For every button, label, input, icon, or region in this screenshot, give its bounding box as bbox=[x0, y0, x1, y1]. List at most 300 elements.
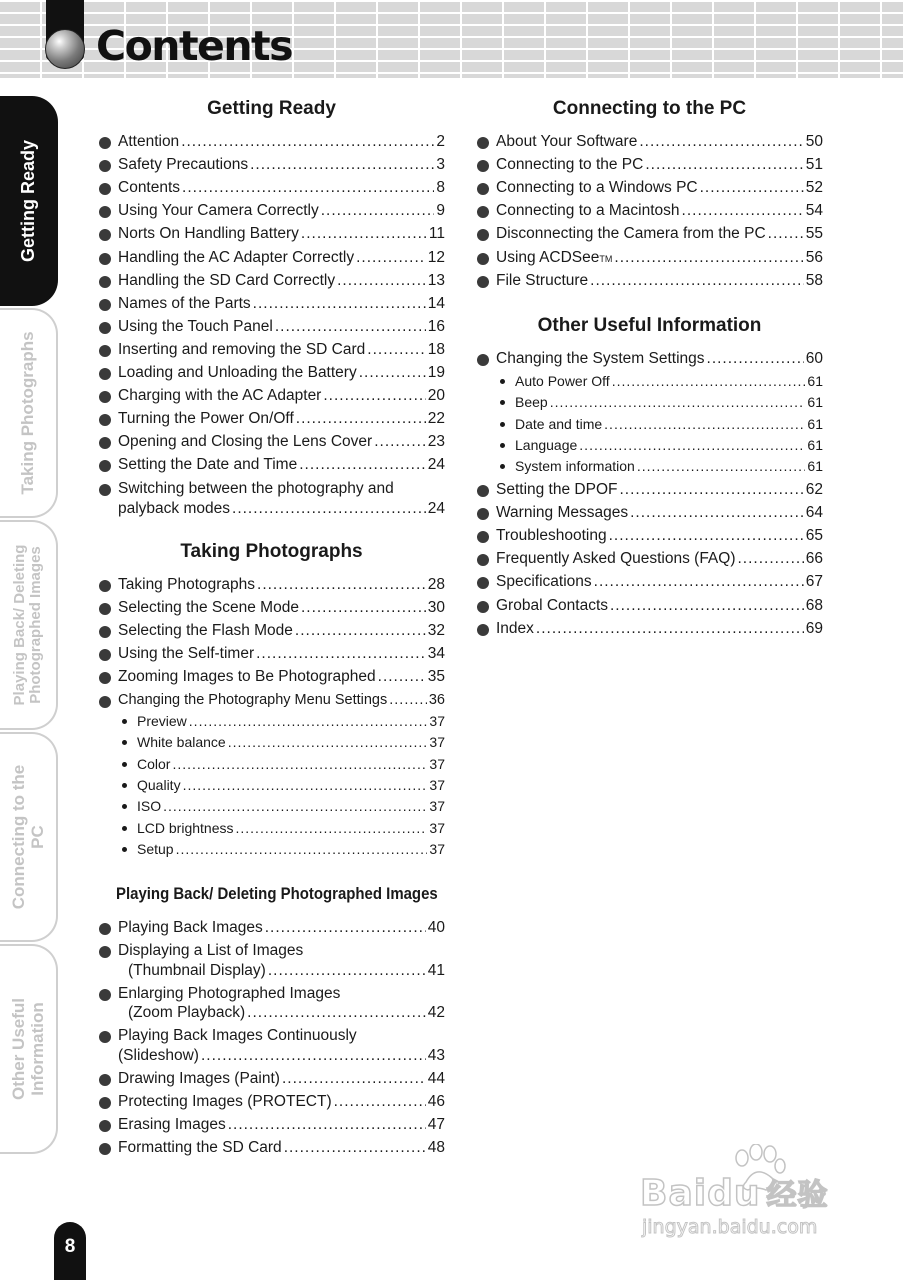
toc-entry-page: 16 bbox=[427, 317, 445, 335]
toc-entry-label: Specifications bbox=[496, 573, 592, 591]
toc-entry-label: Setup bbox=[137, 840, 174, 857]
toc-entry-label: Taking Photographs bbox=[118, 576, 256, 593]
leader-dots bbox=[253, 295, 426, 313]
toc-entry-page: 52 bbox=[805, 179, 823, 197]
leader-dots bbox=[189, 713, 428, 729]
leader-dots bbox=[228, 1116, 426, 1134]
toc-entry[interactable] bbox=[118, 942, 445, 960]
toc-entry[interactable] bbox=[118, 1139, 445, 1157]
leader-dots bbox=[301, 599, 426, 617]
toc-entry-label: Setting the DPOF bbox=[496, 481, 618, 498]
toc-entry-label: Auto Power Off bbox=[515, 373, 610, 389]
leader-dots bbox=[257, 576, 426, 594]
toc-entry-page: 58 bbox=[805, 271, 823, 289]
toc-entry-continuation[interactable] bbox=[118, 500, 445, 518]
toc-entry-page: 8 bbox=[436, 179, 445, 197]
toc-entry-label: Loading and Unloading the Battery bbox=[118, 364, 357, 381]
toc-entry[interactable] bbox=[118, 692, 445, 708]
toc-entry-page: 22 bbox=[427, 410, 445, 428]
section-heading-taking-photographs: Taking Photographs bbox=[180, 541, 363, 562]
toc-entry[interactable] bbox=[118, 179, 445, 197]
toc-entry-page: 9 bbox=[436, 202, 445, 220]
leader-dots bbox=[738, 550, 804, 568]
leader-dots bbox=[163, 798, 427, 814]
small-bullet-icon bbox=[500, 464, 505, 469]
bullet-icon bbox=[99, 1097, 111, 1109]
toc-entry-label: Displaying a List of Images bbox=[118, 942, 304, 960]
toc-entry-label: Norts On Handling Battery bbox=[118, 225, 299, 243]
toc-entry-page: 37 bbox=[429, 734, 445, 751]
leader-dots bbox=[594, 573, 804, 591]
bullet-icon bbox=[99, 345, 111, 357]
bullet-icon bbox=[99, 253, 111, 265]
toc-entry-page: 35 bbox=[427, 668, 445, 686]
toc-entry-label: Troubleshooting bbox=[496, 527, 607, 545]
leader-dots bbox=[232, 500, 426, 518]
toc-entry[interactable] bbox=[118, 1027, 445, 1045]
leader-dots bbox=[265, 919, 426, 937]
toc-entry[interactable] bbox=[118, 133, 445, 151]
toc-entry-page: 20 bbox=[427, 387, 445, 405]
leader-dots bbox=[700, 179, 804, 197]
toc-entry[interactable] bbox=[118, 985, 445, 1003]
leader-dots bbox=[176, 841, 428, 857]
toc-entry-label: Turning the Power On/Off bbox=[118, 410, 294, 428]
toc-entry[interactable] bbox=[118, 364, 445, 382]
section-heading-other: Other Useful Information bbox=[537, 315, 762, 336]
toc-entry-label: Switching between the photography and bbox=[118, 479, 394, 497]
toc-entry-label: Preview bbox=[137, 713, 187, 729]
small-bullet-icon bbox=[122, 826, 127, 831]
bullet-icon bbox=[99, 1143, 111, 1155]
page-number-box bbox=[54, 1222, 86, 1280]
watermark-logo-text: Baidu bbox=[640, 1173, 761, 1214]
toc-entry-label: Quality bbox=[137, 776, 181, 793]
toc-entry[interactable] bbox=[118, 599, 445, 617]
bullet-icon bbox=[99, 696, 111, 708]
tab-label-line1: Other Useful bbox=[9, 997, 28, 1101]
bullet-icon bbox=[99, 368, 111, 380]
section-heading-getting-ready: Getting Ready bbox=[207, 98, 336, 119]
tab-label-line2: Photographed Images bbox=[27, 546, 44, 704]
toc-entry-label: Connecting to a Windows PC bbox=[496, 179, 698, 197]
toc-entry-page: 61 bbox=[807, 415, 823, 432]
toc-entry[interactable] bbox=[118, 202, 445, 220]
toc-entry-label: Beep bbox=[515, 394, 548, 411]
toc-entry[interactable] bbox=[118, 410, 445, 428]
leader-dots bbox=[282, 1070, 426, 1088]
toc-entry-page: 50 bbox=[805, 133, 823, 150]
toc-entry[interactable] bbox=[118, 576, 445, 594]
bullet-icon bbox=[99, 626, 111, 638]
toc-entry-label: Contents bbox=[118, 179, 181, 197]
toc-entry[interactable] bbox=[118, 1070, 445, 1088]
toc-entry-label: Inserting and removing the SD Card bbox=[118, 340, 366, 358]
toc-entry[interactable] bbox=[496, 156, 823, 174]
tab-label-line2: Information bbox=[28, 1002, 47, 1096]
leader-dots bbox=[367, 341, 425, 359]
toc-entry-page: 69 bbox=[805, 619, 823, 637]
leader-dots bbox=[228, 734, 428, 750]
small-bullet-icon bbox=[122, 847, 127, 852]
toc-entry-page: 37 bbox=[429, 713, 445, 729]
toc-entry-label: Using ACDSee bbox=[496, 248, 600, 266]
toc-entry-page: 61 bbox=[807, 436, 823, 453]
toc-entry-label: Using the Touch Panel bbox=[118, 317, 273, 335]
toc-entry-label-cont: (Thumbnail Display) bbox=[128, 961, 266, 979]
toc-entry-label: Protecting Images (PROTECT) bbox=[118, 1093, 332, 1110]
bullet-icon bbox=[477, 183, 489, 195]
toc-entry-page: 23 bbox=[427, 433, 445, 451]
small-bullet-icon bbox=[122, 740, 127, 745]
toc-entry[interactable] bbox=[118, 249, 445, 267]
leader-dots bbox=[181, 133, 434, 151]
toc-sub-entry[interactable] bbox=[137, 756, 445, 772]
toc-entry-page: 14 bbox=[427, 294, 445, 312]
bullet-icon bbox=[99, 391, 111, 403]
toc-entry-label: Connecting to a Macintosh bbox=[496, 202, 680, 220]
toc-entry-page: 67 bbox=[805, 573, 823, 591]
sphere-icon bbox=[45, 29, 85, 69]
toc-entry[interactable] bbox=[118, 1093, 445, 1111]
toc-sub-entry[interactable] bbox=[137, 820, 445, 836]
leader-dots bbox=[609, 527, 804, 545]
toc-entry-page: 61 bbox=[807, 373, 823, 389]
toc-entry[interactable] bbox=[118, 318, 445, 336]
toc-entry-page: 43 bbox=[427, 1046, 445, 1064]
tab-label-line1: Connecting to the bbox=[9, 764, 28, 910]
toc-entry[interactable] bbox=[496, 550, 823, 568]
leader-dots bbox=[268, 962, 426, 980]
bullet-icon bbox=[477, 531, 489, 543]
bullet-icon bbox=[477, 160, 489, 172]
toc-entry-continuation[interactable] bbox=[118, 1047, 445, 1065]
leader-dots bbox=[296, 410, 426, 428]
leader-dots bbox=[182, 179, 434, 197]
toc-entry-label: Using the Self-timer bbox=[118, 645, 255, 663]
bullet-icon bbox=[477, 253, 489, 265]
toc-entry[interactable] bbox=[118, 295, 445, 313]
toc-entry[interactable] bbox=[496, 202, 823, 220]
toc-entry-page: 64 bbox=[805, 504, 823, 522]
toc-entry-label: Charging with the AC Adapter bbox=[118, 387, 322, 405]
toc-entry-page: 37 bbox=[429, 755, 445, 772]
leader-dots bbox=[630, 504, 804, 522]
toc-entry-label: Index bbox=[496, 619, 534, 637]
tab-getting-ready[interactable] bbox=[0, 96, 58, 306]
toc-entry[interactable] bbox=[496, 597, 823, 615]
toc-entry[interactable] bbox=[496, 249, 823, 267]
leader-dots bbox=[374, 433, 426, 451]
toc-entry-page: 28 bbox=[427, 576, 445, 593]
toc-entry-page: 13 bbox=[427, 271, 445, 289]
toc-entry[interactable] bbox=[496, 504, 823, 522]
leader-dots bbox=[682, 202, 804, 220]
tab-label: Taking Photographs bbox=[18, 331, 37, 495]
toc-entry[interactable] bbox=[118, 668, 445, 686]
bullet-icon bbox=[477, 354, 489, 366]
toc-entry-page: 68 bbox=[805, 596, 823, 614]
page-number: 8 bbox=[64, 1236, 76, 1257]
tab-label bbox=[12, 545, 44, 706]
leader-dots bbox=[172, 756, 427, 772]
toc-entry-page: 48 bbox=[427, 1139, 445, 1157]
bullet-icon bbox=[99, 206, 111, 218]
leader-dots bbox=[768, 225, 804, 243]
baidu-watermark bbox=[640, 1150, 850, 1250]
toc-entry-page: 24 bbox=[427, 456, 445, 474]
toc-entry-page: 24 bbox=[427, 499, 445, 517]
toc-entry-label: Changing the System Settings bbox=[496, 350, 705, 367]
toc-entry[interactable] bbox=[496, 527, 823, 545]
bullet-icon bbox=[99, 484, 111, 496]
toc-entry-label: Erasing Images bbox=[118, 1116, 226, 1134]
leader-dots bbox=[637, 458, 806, 474]
toc-entry-label-cont: (Slideshow) bbox=[118, 1046, 199, 1064]
toc-entry-page: 18 bbox=[427, 340, 445, 358]
toc-entry-label: Selecting the Scene Mode bbox=[118, 599, 299, 617]
toc-entry-page: 12 bbox=[427, 248, 445, 266]
bullet-icon bbox=[99, 322, 111, 334]
leader-dots bbox=[183, 777, 428, 793]
leader-dots bbox=[359, 364, 426, 382]
bullet-icon bbox=[99, 1120, 111, 1132]
bullet-icon bbox=[99, 649, 111, 661]
bullet-icon bbox=[99, 460, 111, 472]
bullet-icon bbox=[99, 160, 111, 172]
leader-dots bbox=[590, 272, 804, 290]
tab-connecting[interactable] bbox=[0, 732, 58, 942]
toc-sub-entry[interactable] bbox=[137, 713, 445, 729]
leader-dots bbox=[247, 1004, 426, 1022]
toc-entry[interactable] bbox=[496, 225, 823, 243]
toc-sub-entry[interactable] bbox=[137, 841, 445, 857]
toc-entry-page: 30 bbox=[427, 599, 445, 617]
toc-entry[interactable] bbox=[118, 156, 445, 174]
toc-entry-page: 37 bbox=[429, 840, 445, 857]
tab-taking-photographs[interactable] bbox=[0, 308, 58, 518]
toc-entry-label: Grobal Contacts bbox=[496, 596, 608, 614]
toc-entry-label: Attention bbox=[118, 133, 180, 150]
bullet-icon bbox=[99, 580, 111, 592]
bullet-icon bbox=[99, 437, 111, 449]
toc-entry-label: Color bbox=[137, 755, 171, 772]
toc-entry-page: 47 bbox=[427, 1116, 445, 1134]
leader-dots bbox=[250, 156, 434, 174]
toc-entry-page: 42 bbox=[427, 1004, 445, 1022]
toc-entry-page: 40 bbox=[427, 919, 445, 936]
toc-sub-entry[interactable] bbox=[515, 458, 823, 474]
bullet-icon bbox=[99, 946, 111, 958]
tab-label-line2: PC bbox=[28, 825, 47, 849]
leader-dots bbox=[275, 318, 426, 336]
tab-label: Getting Ready bbox=[18, 139, 38, 263]
toc-sub-entry[interactable] bbox=[137, 798, 445, 814]
tab-label bbox=[9, 998, 47, 1100]
toc-entry[interactable] bbox=[496, 620, 823, 638]
toc-entry-label: Changing the Photography Menu Settings bbox=[118, 691, 388, 708]
bullet-icon bbox=[99, 1074, 111, 1086]
toc-entry-label: Playing Back Images Continuously bbox=[118, 1027, 357, 1045]
leader-dots bbox=[378, 668, 426, 686]
toc-entry-label: Connecting to the PC bbox=[496, 156, 644, 174]
page-title: Contents bbox=[96, 22, 293, 70]
toc-entry[interactable] bbox=[118, 456, 445, 474]
toc-entry[interactable] bbox=[496, 573, 823, 591]
bullet-icon bbox=[99, 603, 111, 615]
tab-label bbox=[9, 765, 47, 909]
bullet-icon bbox=[99, 414, 111, 426]
toc-entry-label: Names of the Parts bbox=[118, 294, 251, 312]
small-bullet-icon bbox=[500, 379, 505, 384]
small-bullet-icon bbox=[500, 422, 505, 427]
leader-dots bbox=[299, 456, 426, 474]
toc-entry-page: 11 bbox=[428, 225, 445, 243]
leader-dots bbox=[321, 202, 435, 220]
leader-dots bbox=[256, 645, 426, 663]
leader-dots bbox=[579, 437, 805, 453]
toc-entry-page: 62 bbox=[805, 481, 823, 498]
toc-entry-page: 44 bbox=[427, 1069, 445, 1087]
toc-entry-label: Zooming Images to Be Photographed bbox=[118, 668, 376, 686]
bullet-icon bbox=[477, 554, 489, 566]
toc-entry-label: Using Your Camera Correctly bbox=[118, 202, 319, 220]
small-bullet-icon bbox=[122, 804, 127, 809]
toc-entry[interactable] bbox=[118, 272, 445, 290]
toc-entry[interactable] bbox=[118, 341, 445, 359]
small-bullet-icon bbox=[122, 783, 127, 788]
toc-entry[interactable] bbox=[118, 622, 445, 640]
toc-sub-entry[interactable] bbox=[137, 734, 445, 750]
toc-entry-page: 19 bbox=[427, 364, 445, 381]
toc-sub-entry[interactable] bbox=[515, 373, 823, 389]
toc-entry[interactable] bbox=[118, 480, 445, 498]
toc-entry-label: Handling the SD Card Correctly bbox=[118, 271, 336, 289]
leader-dots bbox=[337, 272, 426, 290]
leader-dots bbox=[604, 416, 805, 432]
toc-entry-page: 2 bbox=[436, 133, 445, 150]
toc-entry-page: 46 bbox=[427, 1093, 445, 1110]
toc-entry-label: Formatting the SD Card bbox=[118, 1139, 282, 1157]
leader-dots bbox=[707, 350, 804, 368]
leader-dots bbox=[295, 622, 426, 640]
toc-entry-label: Warning Messages bbox=[496, 504, 629, 522]
leader-dots bbox=[619, 481, 803, 499]
bullet-icon bbox=[99, 989, 111, 1001]
leader-dots bbox=[301, 225, 427, 243]
tab-other-useful[interactable] bbox=[0, 944, 58, 1154]
leader-dots bbox=[550, 394, 806, 410]
bullet-icon bbox=[477, 577, 489, 589]
toc-entry-label: Setting the Date and Time bbox=[118, 456, 298, 474]
toc-entry-label: Handling the AC Adapter Correctly bbox=[118, 248, 355, 266]
toc-entry-page: 60 bbox=[805, 350, 823, 367]
toc-entry-page: 51 bbox=[805, 156, 823, 174]
toc-entry-page: 55 bbox=[805, 225, 823, 243]
toc-entry-page: 37 bbox=[429, 776, 445, 793]
toc-sub-entry[interactable] bbox=[515, 416, 823, 432]
toc-entry-label-cont: palyback modes bbox=[118, 499, 231, 517]
toc-entry[interactable] bbox=[118, 387, 445, 405]
small-bullet-icon bbox=[500, 443, 505, 448]
toc-entry-page: 56 bbox=[805, 248, 823, 266]
leader-dots bbox=[536, 620, 804, 638]
toc-entry[interactable] bbox=[496, 350, 823, 368]
watermark-logo-cn: 经验 bbox=[766, 1178, 829, 1213]
bullet-icon bbox=[477, 206, 489, 218]
watermark-url: jingyan.baidu.com bbox=[642, 1216, 818, 1238]
leader-dots bbox=[356, 249, 426, 267]
toc-entry-label: Drawing Images (Paint) bbox=[118, 1069, 280, 1087]
toc-entry[interactable] bbox=[118, 919, 445, 937]
toc-entry-label: ISO bbox=[137, 798, 162, 815]
toc-entry[interactable] bbox=[118, 1116, 445, 1134]
toc-entry-page: 3 bbox=[436, 156, 445, 174]
leader-dots bbox=[334, 1093, 426, 1111]
bullet-icon bbox=[477, 508, 489, 520]
section-heading-playing-back: Playing Back/ Deleting Photographed Images bbox=[116, 884, 438, 903]
leader-dots bbox=[639, 133, 803, 151]
toc-entry[interactable] bbox=[118, 225, 445, 243]
toc-entry[interactable] bbox=[118, 645, 445, 663]
toc-entry-page: 32 bbox=[427, 622, 445, 640]
toc-entry-continuation[interactable] bbox=[128, 1004, 445, 1022]
leader-dots bbox=[614, 249, 803, 267]
toc-entry-label: Date and time bbox=[515, 415, 603, 432]
toc-entry-page: 36 bbox=[428, 691, 445, 708]
tab-playing-back[interactable] bbox=[0, 520, 58, 730]
toc-entry-page: 66 bbox=[805, 550, 823, 568]
toc-entry-page: 61 bbox=[807, 394, 823, 411]
toc-entry-continuation[interactable] bbox=[128, 962, 445, 980]
toc-entry-page: 34 bbox=[427, 645, 445, 663]
bullet-icon bbox=[477, 485, 489, 497]
toc-entry-page: 54 bbox=[805, 202, 823, 220]
toc-sub-entry[interactable] bbox=[515, 394, 823, 410]
toc-entry[interactable] bbox=[496, 179, 823, 197]
toc-sub-entry[interactable] bbox=[515, 437, 823, 453]
toc-entry-label: Opening and Closing the Lens Cover bbox=[118, 433, 373, 451]
toc-entry-page: 61 bbox=[807, 458, 823, 475]
toc-entry[interactable] bbox=[118, 433, 445, 451]
toc-entry-label: Frequently Asked Questions (FAQ) bbox=[496, 550, 736, 568]
bullet-icon bbox=[99, 183, 111, 195]
bullet-icon bbox=[99, 229, 111, 241]
bullet-icon bbox=[477, 276, 489, 288]
toc-entry-page: 65 bbox=[805, 527, 823, 545]
toc-entry[interactable] bbox=[496, 481, 823, 499]
toc-entry-page: 41 bbox=[427, 961, 445, 979]
bullet-icon bbox=[477, 624, 489, 636]
bullet-icon bbox=[99, 276, 111, 288]
leader-dots bbox=[284, 1139, 426, 1157]
toc-entry-label: Safety Precautions bbox=[118, 156, 249, 174]
toc-entry-page: 37 bbox=[429, 798, 445, 815]
toc-entry-label: Disconnecting the Camera from the PC bbox=[496, 225, 766, 243]
toc-entry-label: Enlarging Photographed Images bbox=[118, 984, 341, 1002]
bullet-icon bbox=[99, 923, 111, 935]
leader-dots bbox=[236, 820, 428, 836]
toc-entry[interactable] bbox=[496, 272, 823, 290]
toc-entry-label: About Your Software bbox=[496, 133, 638, 150]
leader-dots bbox=[612, 373, 806, 389]
toc-entry[interactable] bbox=[496, 133, 823, 151]
toc-sub-entry[interactable] bbox=[137, 777, 445, 793]
small-bullet-icon bbox=[122, 719, 127, 724]
toc-entry-page: 37 bbox=[429, 819, 445, 836]
small-bullet-icon bbox=[122, 762, 127, 767]
toc-entry-label-cont: (Zoom Playback) bbox=[128, 1004, 246, 1022]
